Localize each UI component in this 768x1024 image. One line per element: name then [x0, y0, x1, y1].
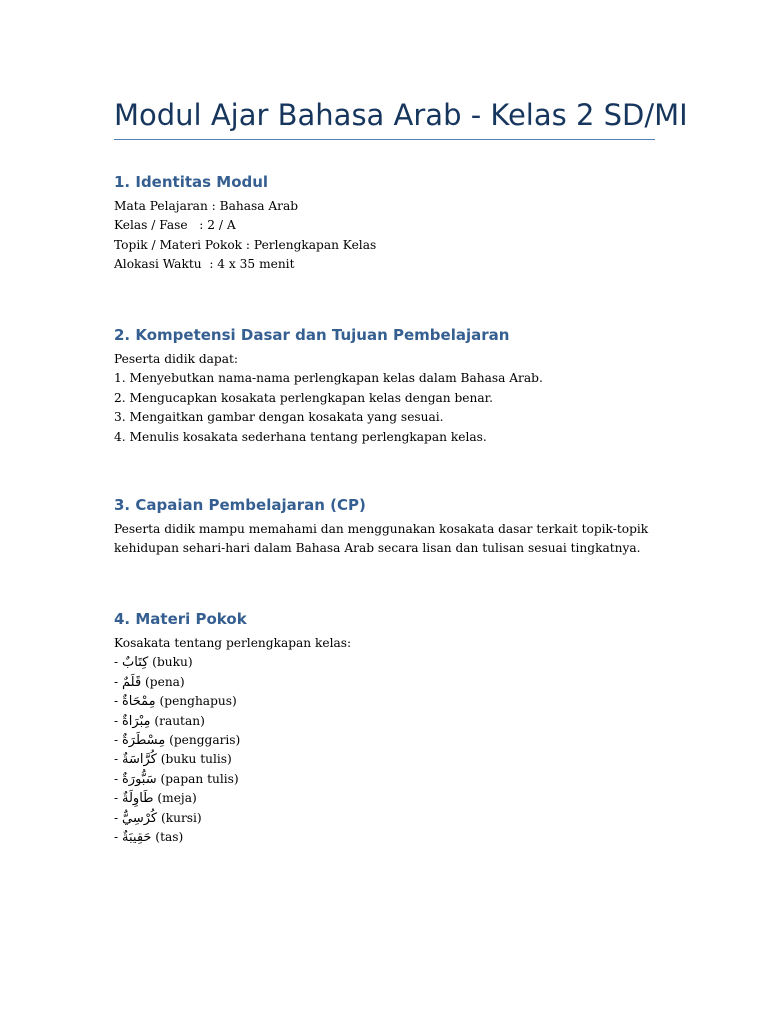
- vocab-meaning: (meja): [153, 791, 197, 806]
- vocab-arabic: كُرْسِيٌّ: [122, 810, 158, 826]
- capaian-paragraph: Peserta didik mampu memahami dan menggunakan kosakata dasar terkait topik-topik kehidupan sehari-hari dalam Bahasa Arab secara lisan dan tulisan sesuai tingkatnya.: [114, 522, 649, 556]
- vocab-bullet: -: [114, 694, 122, 709]
- identitas-line: Topik / Materi Pokok : Perlengkapan Kelas: [114, 237, 377, 252]
- vocab-item: [114, 828, 655, 847]
- vocab-meaning: (buku tulis): [156, 752, 232, 767]
- title-divider: [114, 139, 655, 140]
- vocab-bullet: -: [114, 810, 122, 825]
- section-heading-materi: 4. Materi Pokok: [114, 610, 247, 628]
- kompetensi-item: 2. Mengucapkan kosakata perlengkapan kelas dengan benar.: [114, 390, 493, 405]
- vocab-meaning: (buku): [148, 655, 193, 670]
- vocab-bullet: -: [114, 655, 122, 670]
- section-heading-kompetensi: 2. Kompetensi Dasar dan Tujuan Pembelajaran: [114, 326, 510, 344]
- vocab-bullet: -: [114, 791, 122, 806]
- kompetensi-item: 4. Menulis kosakata sederhana tentang perlengkapan kelas.: [114, 429, 487, 444]
- vocab-arabic: كِتَابٌ: [122, 655, 149, 671]
- kompetensi-intro: Peserta didik dapat:: [114, 352, 238, 366]
- identitas-line: Mata Pelajaran : Bahasa Arab: [114, 199, 299, 213]
- vocab-arabic: مِمْحَاةٌ: [122, 694, 156, 710]
- vocab-meaning: (penghapus): [155, 694, 237, 709]
- vocab-item: [114, 750, 655, 769]
- kompetensi-item: 1. Menyebutkan nama-nama perlengkapan kelas dalam Bahasa Arab.: [114, 371, 543, 386]
- vocab-arabic: حَقِيبَةٌ: [122, 830, 152, 846]
- kompetensi-item: 3. Mengaitkan gambar dengan kosakata yang sesuai.: [114, 410, 444, 425]
- vocab-arabic: كُرَّاسَةٌ: [122, 752, 157, 768]
- vocab-item: [114, 809, 655, 828]
- vocab-meaning: (pena): [141, 674, 185, 689]
- vocab-arabic: طَاوِلَةٌ: [122, 791, 154, 807]
- identitas-line: Kelas / Fase : 2 / A: [114, 218, 236, 233]
- vocab-arabic: سَبُّورَةٌ: [122, 771, 157, 787]
- vocab-meaning: (kursi): [157, 810, 202, 825]
- vocab-item: [114, 692, 655, 711]
- vocab-arabic: مِسْطَرَةٌ: [122, 733, 166, 749]
- vocab-item: [114, 673, 655, 692]
- vocab-bullet: -: [114, 830, 122, 845]
- vocab-item: [114, 712, 655, 731]
- vocab-arabic: قَلَمٌ: [122, 674, 142, 690]
- vocab-item: [114, 731, 655, 750]
- vocab-bullet: -: [114, 771, 122, 786]
- vocab-arabic: مِبْرَاةٌ: [122, 713, 151, 729]
- section-heading-capaian: 3. Capaian Pembelajaran (CP): [114, 496, 366, 514]
- vocab-bullet: -: [114, 713, 122, 728]
- vocab-meaning: (rautan): [150, 713, 205, 728]
- vocab-meaning: (papan tulis): [156, 771, 239, 786]
- vocab-item: [114, 770, 655, 789]
- section-identitas-modul: [114, 171, 655, 275]
- vocab-list: [114, 653, 655, 847]
- vocab-item: [114, 789, 655, 808]
- vocab-bullet: -: [114, 752, 122, 767]
- identitas-line: Alokasi Waktu : 4 x 35 menit: [114, 257, 295, 272]
- section-materi-pokok: [114, 608, 655, 847]
- section-heading-identitas: 1. Identitas Modul: [114, 173, 269, 191]
- vocab-bullet: -: [114, 733, 122, 748]
- vocab-meaning: (tas): [151, 830, 184, 845]
- vocab-item: [114, 653, 655, 672]
- section-kompetensi: [114, 324, 655, 447]
- materi-intro: Kosakata tentang perlengkapan kelas:: [114, 636, 352, 650]
- section-capaian: [114, 494, 655, 559]
- page-title: Modul Ajar Bahasa Arab - Kelas 2 SD/MI: [114, 98, 688, 132]
- vocab-bullet: -: [114, 674, 122, 689]
- vocab-meaning: (penggaris): [165, 733, 241, 748]
